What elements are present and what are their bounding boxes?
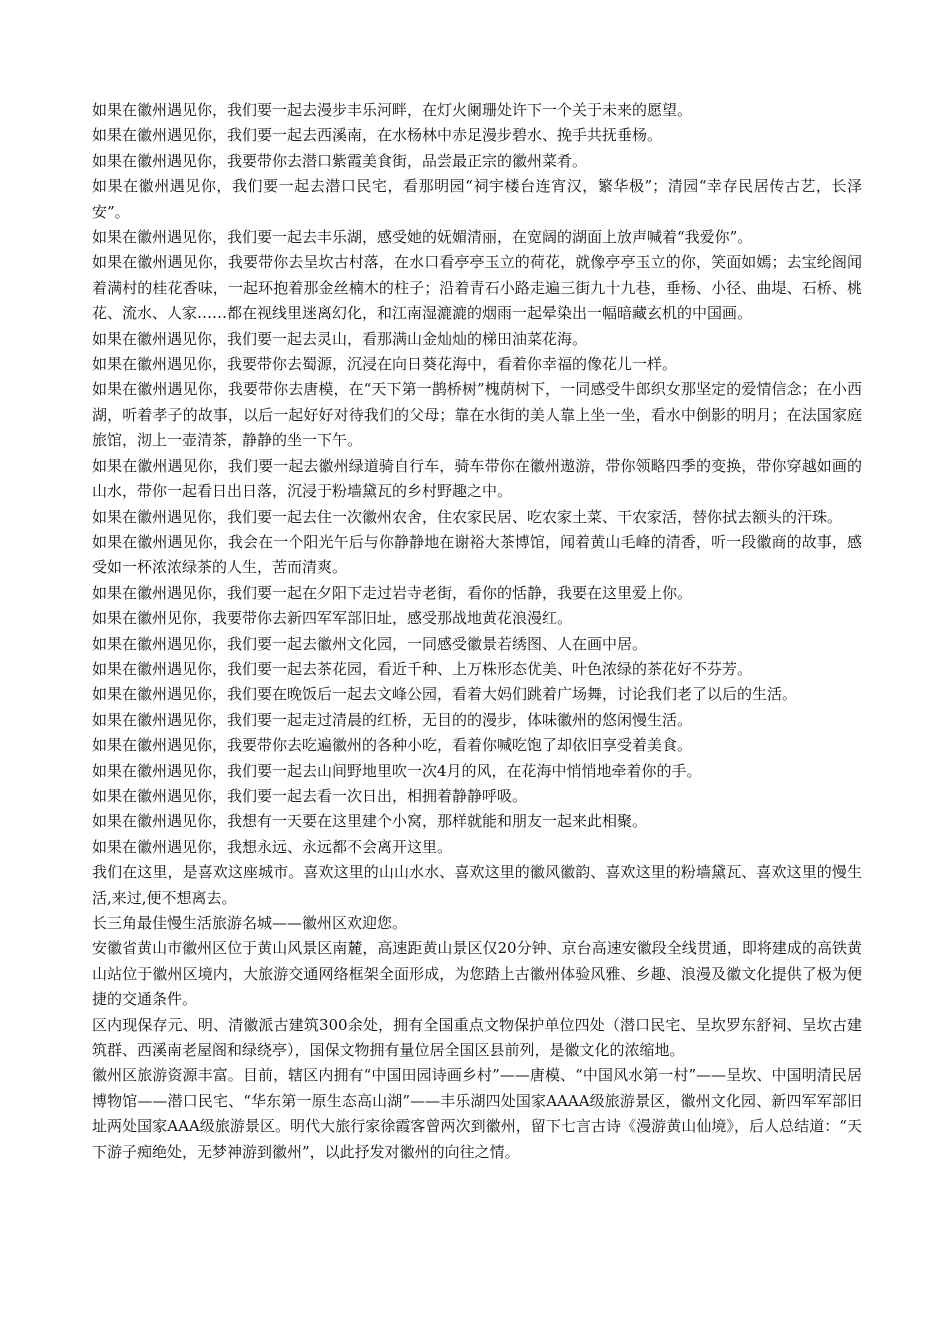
paragraph: 如果在徽州遇见你，我们要一起去漫步丰乐河畔，在灯火阑珊处许下一个关于未来的愿望。 [92,101,693,119]
paragraph: 如果在徽州遇见你，我们要在晚饭后一起去文峰公园，看着大妈们跳着广场舞，讨论我们老了以后的生活。 [92,685,798,704]
document-body [92,98,862,1165]
paragraph: 如果在徽州遇见你，我们要一起去徽州绿道骑自行车，骑车带你在徽州遨游，带你领略四季的变换，带你穿越如画的山水，带你一起看日出日落，沉浸于粉墙黛瓦的乡村野趣之中。 [92,456,862,501]
paragraph: 如果在徽州见你，我要带你去新四军军部旧址，感受那战地黄花浪漫红。 [92,609,573,628]
paragraph: 如果在徽州遇见你，我们要一起去山间野地里吹一次4月的风，在花海中悄悄地牵着你的手。 [92,761,702,780]
paragraph: 如果在徽州遇见你，我要带你去呈坎古村落，在水口看亭亭玉立的荷花，就像亭亭玉立的你，笑面如嫣；去宝纶阁闻着满村的桂花香味，一起环抱着那金丝楠木的柱子；沿着青石小路走遍三街九十九巷，垂杨、小径、曲堤、石桥、桃花、流水、人家……都在视线里迷离幻化，和江南湿漉漉的烟雨一起晕染出一幅暗藏玄机的中国画。 [92,253,862,323]
paragraph: 如果在徽州遇见你，我要带你去唐模，在“天下第一鹊桥树”槐荫树下，一同感受牛郎织女那坚定的爱情信念；在小西湖，听着孝子的故事，以后一起好好对待我们的父母；靠在水街的美人靠上坐一坐，看水中倒影的明月；在法国家庭旅馆，沏上一壶清茶，静静的坐一下午。 [92,380,862,450]
paragraph: 如果在徽州遇见你，我们要一起去徽州文化园，一同感受徽景若绣图、人在画中居。 [92,634,648,653]
paragraph: 如果在徽州遇见你，我要带你去吃遍徽州的各种小吃，看着你喊吃饱了却依旧享受着美食。 [92,736,693,755]
paragraph: 徽州区旅游资源丰富。目前，辖区内拥有“中国田园诗画乡村”——唐模、“中国风水第一村”——呈坎、中国明清民居博物馆——潜口民宅、“华东第一原生态高山湖”——丰乐湖四处国家AAAA级旅游景区，徽州文化园、新四军军部旧址两处国家AAA级旅游景区。明代大旅行家徐霞客曾两次到徽州，留下七言古诗《漫游黄山仙境》，后人总结道：“天下游子痴绝处，无梦神游到徽州”，以此抒发对徽州的向往之情。 [92,1066,862,1161]
paragraph: 我们在这里，是喜欢这座城市。喜欢这里的山山水水、喜欢这里的徽风徽韵、喜欢这里的粉墙黛瓦、喜欢这里的慢生活,来过,便不想离去。 [92,863,862,907]
paragraph: 如果在徽州遇见你，我们要一起去西溪南，在水杨林中赤足漫步碧水、挽手共抚垂杨。 [92,126,663,145]
paragraph: 如果在徽州遇见你，我想永远、永远都不会离开这里。 [92,837,453,856]
paragraph: 如果在徽州遇见你，我们要一起在夕阳下走过岩寺老街，看你的恬静，我要在这里爱上你。 [92,583,693,602]
paragraph: 区内现保存元、明、清徽派古建筑300余处，拥有全国重点文物保护单位四处（潜口民宅、呈坎罗东舒祠、呈坎古建筑群、西溪南老屋阁和绿绕亭），国保文物拥有量位居全国区县前列，是徽文化的浓缩地。 [92,1015,862,1060]
paragraph: 如果在徽州遇见你，我们要一起去丰乐湖，感受她的妩媚清丽，在宽阔的湖面上放声喊着“我爱你”。 [92,228,753,247]
paragraph: 如果在徽州遇见你，我们要一起去茶花园，看近千种、上万株形态优美、叶色浓绿的茶花好不芬芳。 [92,659,753,678]
paragraph: 长三角最佳慢生活旅游名城——徽州区欢迎您。 [92,914,408,932]
paragraph: 安徽省黄山市徽州区位于黄山风景区南麓，高速距黄山景区仅20分钟、京台高速安徽段全线贯通，即将建成的高铁黄山站位于徽州区境内，大旅游交通网络框架全面形成，为您踏上古徽州体验风雅、乡趣、浪漫及徽文化提供了极为便捷的交通条件。 [92,939,862,1009]
paragraph: 如果在徽州遇见你，我们要一起去看一次日出，相拥着静静呼吸。 [92,786,528,805]
paragraph: 如果在徽州遇见你，我们要一起走过清晨的红桥，无目的的漫步，体味徽州的悠闲慢生活。 [92,710,693,729]
paragraph: 如果在徽州遇见你，我们要一起去潜口民宅，看那明园“祠宇楼台连宵汉，繁华极”；清园“幸存民居传古艺，长泽安”。 [92,177,862,221]
paragraph: 如果在徽州遇见你，我会在一个阳光午后与你静静地在谢裕大茶博馆，闻着黄山毛峰的清香，听一段徽商的故事，感受如一杯浓浓绿茶的人生，苦而清爽。 [92,532,862,577]
paragraph: 如果在徽州遇见你，我想有一天要在这里建个小窝，那样就能和朋友一起来此相聚。 [92,812,648,831]
paragraph: 如果在徽州遇见你，我要带你去蜀源，沉浸在向日葵花海中，看着你幸福的像花儿一样。 [92,355,678,374]
paragraph: 如果在徽州遇见你，我们要一起去灵山，看那满山金灿灿的梯田油菜花海。 [92,329,588,348]
paragraph: 如果在徽州遇见你，我们要一起去住一次徽州农舍，住农家民居、吃农家土菜、干农家活，替你拭去额头的汗珠。 [92,507,843,526]
paragraph: 如果在徽州遇见你，我要带你去潜口紫霞美食街，品尝最正宗的徽州菜肴。 [92,151,588,170]
